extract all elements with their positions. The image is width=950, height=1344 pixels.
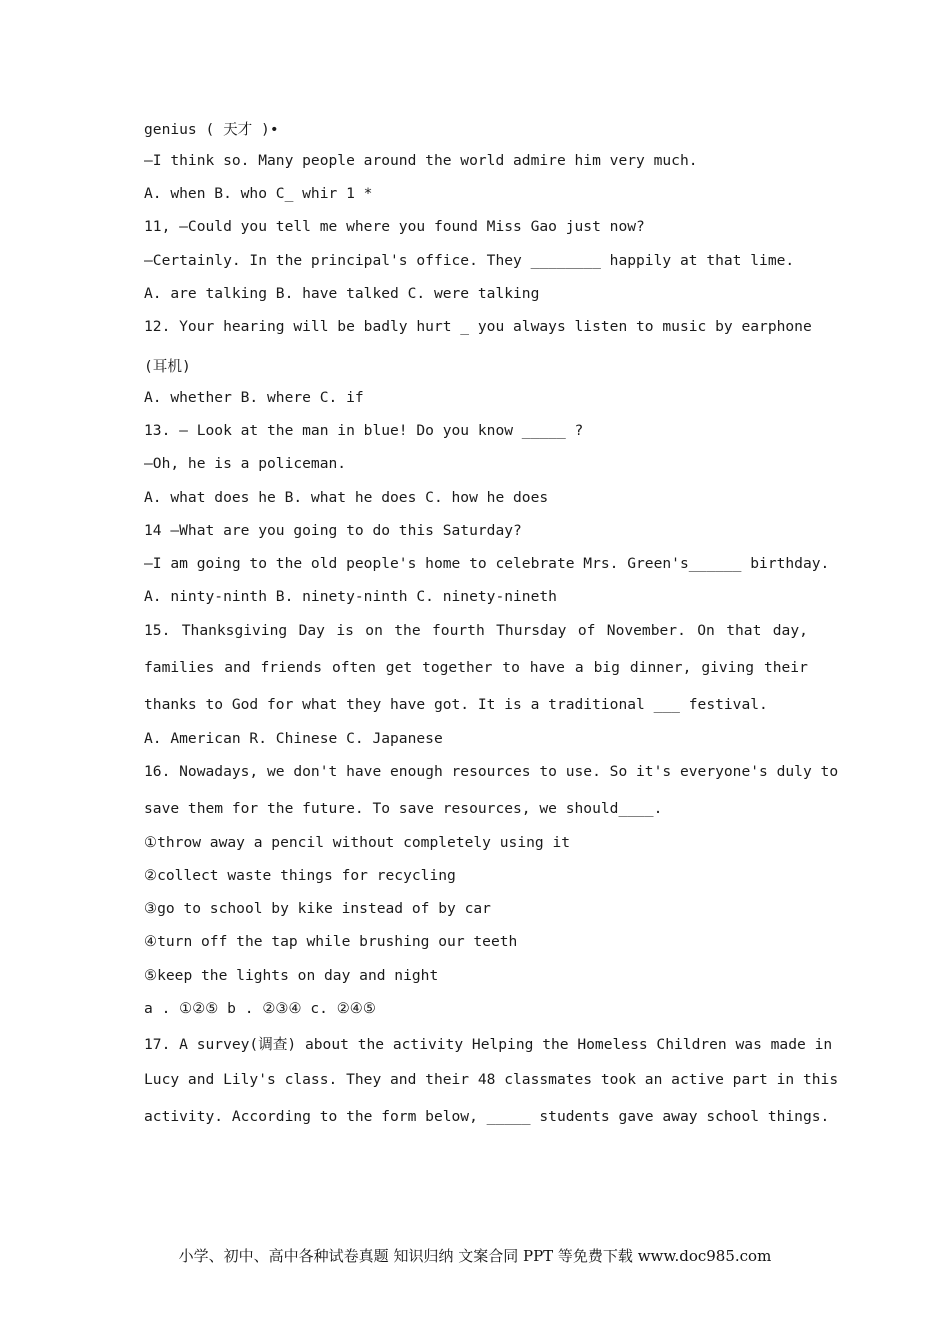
text-line: (耳机) xyxy=(144,358,191,375)
word: giving xyxy=(701,659,755,676)
text-line: A. are talking B. have talked C. were talking xyxy=(144,285,540,302)
text-line: ②collect waste things for recycling xyxy=(144,867,456,884)
text-line: ③go to school by kike instead of by car xyxy=(144,900,491,917)
word: of xyxy=(577,622,596,639)
word: big xyxy=(593,659,620,676)
word: November. xyxy=(606,622,686,639)
word: is xyxy=(336,622,354,639)
word: Day xyxy=(298,622,325,639)
word: families xyxy=(144,659,215,676)
word: Thanksgiving xyxy=(181,622,288,639)
word: together xyxy=(422,659,493,676)
text-line: save them for the future. To save resources, we should____. xyxy=(144,800,663,817)
text-line: ④turn off the tap while brushing our teeth xyxy=(144,933,518,950)
text-line xyxy=(144,659,808,676)
word: to xyxy=(502,659,520,676)
text-line: A. American R. Chinese C. Japanese xyxy=(144,730,443,747)
text-line: A. ninty-ninth B. ninety-ninth C. ninety-nineth xyxy=(144,588,557,605)
word: friends xyxy=(260,659,323,676)
text-line: a . ①②⑤ b . ②③④ c. ②④⑤ xyxy=(144,1000,376,1017)
text-line: —Oh, he is a policeman. xyxy=(144,455,347,472)
word: their xyxy=(763,659,808,676)
text-line: A. whether B. where C. if xyxy=(144,389,364,406)
word: a xyxy=(574,659,584,676)
text-line: 16. Nowadays, we don't have enough resources to use. So it's everyone's duly to xyxy=(144,763,839,780)
text-line: 13. — Look at the man in blue! Do you know _____ ? xyxy=(144,422,584,439)
text-line: 11, —Could you tell me where you found Miss Gao just now? xyxy=(144,218,645,235)
word: get xyxy=(385,659,413,676)
word: Thursday xyxy=(496,622,567,639)
text-line: thanks to God for what they have got. It is a traditional ___ festival. xyxy=(144,696,768,713)
text-line xyxy=(144,622,808,639)
text-line: —Certainly. In the principal's office. They ________ happily at that lime. xyxy=(144,252,795,269)
text-line: activity. According to the form below, _____ students gave away school things. xyxy=(144,1108,830,1125)
text-line: ⑤keep the lights on day and night xyxy=(144,967,439,984)
text-line: 17. A survey(调查) about the activity Helping the Homeless Children was made in xyxy=(144,1036,833,1053)
word: 15. xyxy=(144,622,171,639)
word: the xyxy=(394,622,421,639)
word: on xyxy=(365,622,383,639)
word: often xyxy=(331,659,376,676)
word: day, xyxy=(772,622,808,639)
text-line: A. when B. who C_ whir 1 * xyxy=(144,185,373,202)
page-footer: 小学、初中、高中各种试卷真题 知识归纳 文案合同 PPT 等免费下载 www.doc985.com xyxy=(178,1247,772,1265)
word: and xyxy=(224,659,251,676)
text-line: ①throw away a pencil without completely using it xyxy=(144,834,571,851)
word: have xyxy=(529,659,565,676)
text-line: 14 —What are you going to do this Saturday? xyxy=(144,522,522,539)
text-line: 12. Your hearing will be badly hurt _ you always listen to music by earphone xyxy=(144,318,812,335)
text-line: genius ( 天才 )• xyxy=(144,121,279,138)
text-line: —I am going to the old people's home to celebrate Mrs. Green's______ birthday. xyxy=(144,555,830,572)
word: On xyxy=(697,622,715,639)
word: fourth xyxy=(432,622,485,639)
text-line: A. what does he B. what he does C. how he does xyxy=(144,489,549,506)
text-line: Lucy and Lily's class. They and their 48 classmates took an active part in this xyxy=(144,1071,839,1088)
word: that xyxy=(726,622,762,639)
word: dinner, xyxy=(629,659,692,676)
text-line: —I think so. Many people around the world admire him very much. xyxy=(144,152,698,169)
